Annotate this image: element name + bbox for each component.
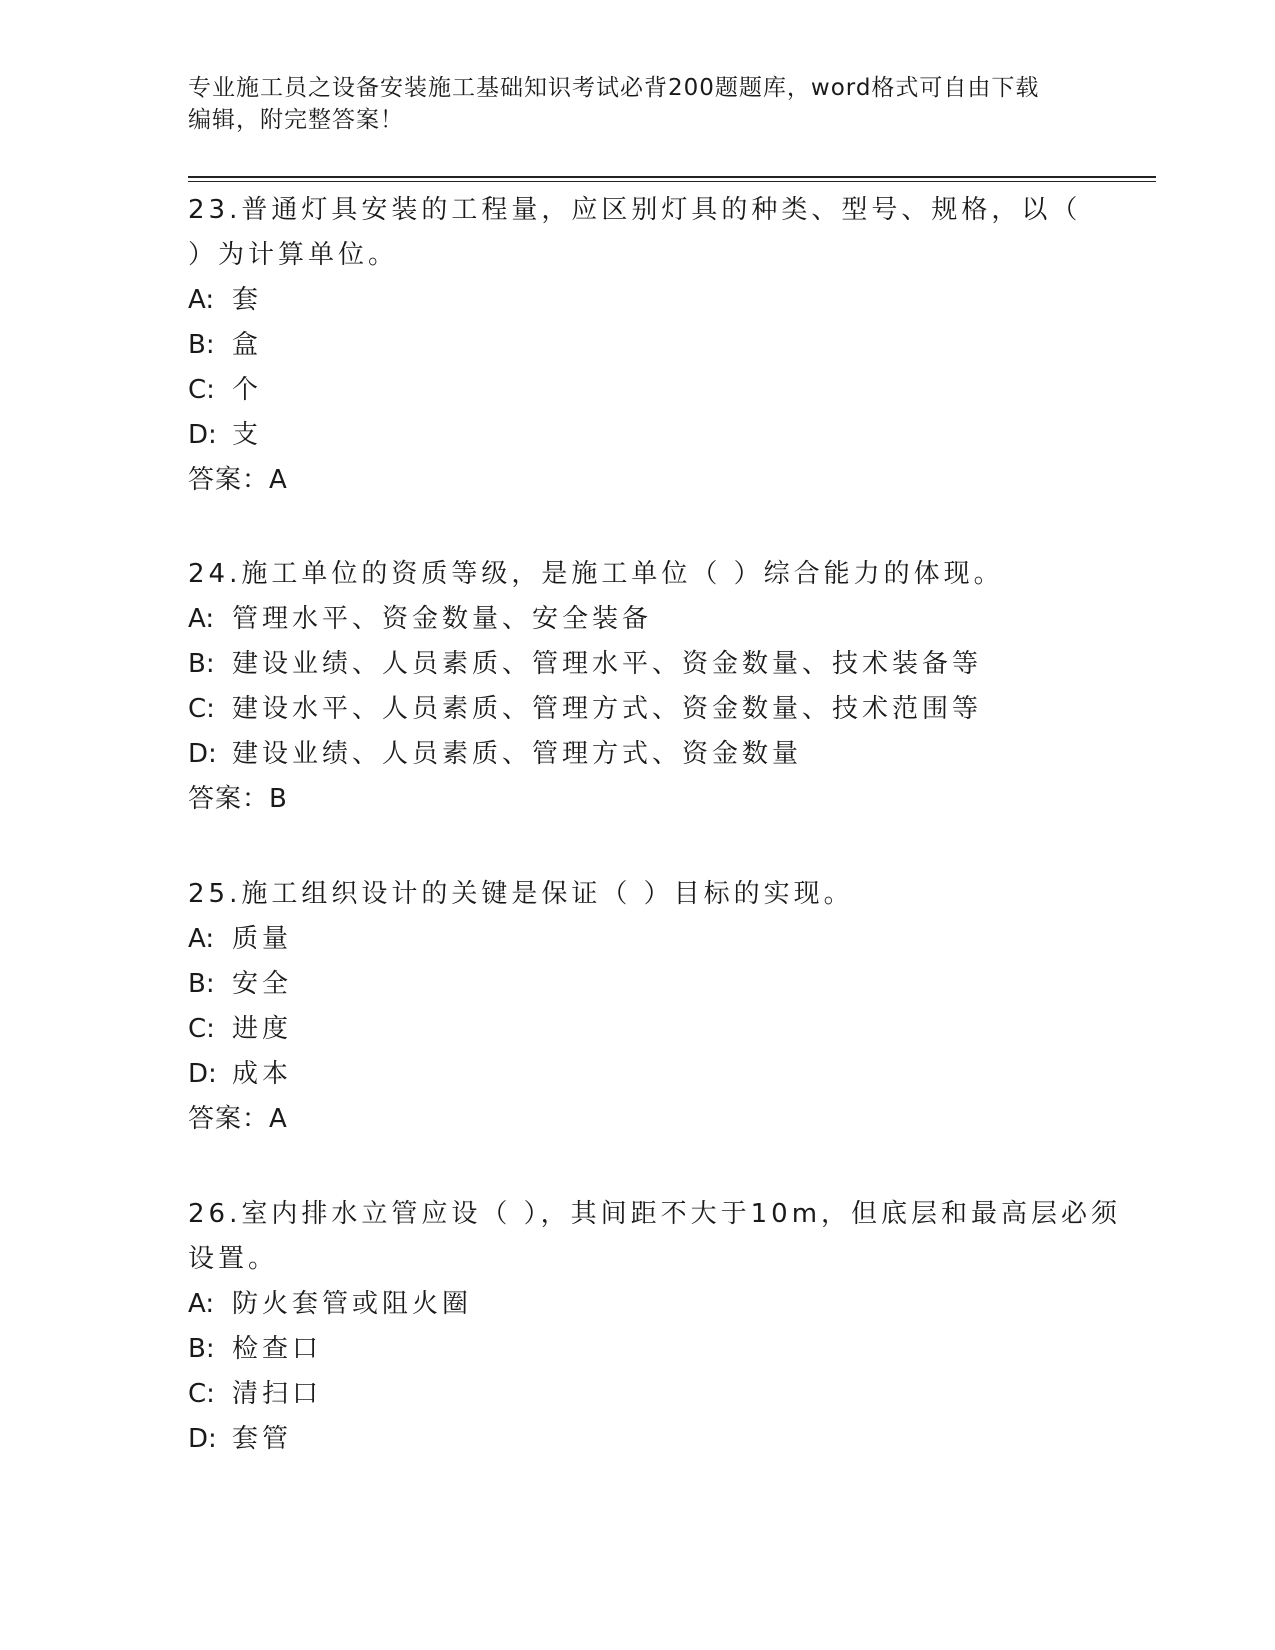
option-letter: D: [188, 420, 217, 450]
header-divider-thick [188, 176, 1156, 178]
option-text: 清扫口 [232, 1379, 323, 1409]
option-c [188, 1372, 1088, 1417]
option-letter: A: [188, 604, 215, 634]
question-23 [188, 188, 1088, 503]
option-text: 管理水平、资金数量、安全装备 [232, 604, 653, 634]
question-26 [188, 1192, 1122, 1462]
question-25 [188, 872, 1088, 1142]
question-stem-line: ）为计算单位。 [188, 240, 399, 270]
option-text: 进度 [232, 1014, 293, 1044]
option-letter: C: [188, 694, 215, 724]
question-stem-line: 23.普通灯具安装的工程量，应区别灯具的种类、型号、规格，以（ [188, 195, 1082, 225]
option-c [188, 687, 1088, 732]
option-c [188, 1007, 1088, 1052]
option-a [188, 278, 1088, 323]
option-text: 支 [232, 420, 263, 450]
question-stem-line: 25.施工组织设计的关键是保证（ ）目标的实现。 [188, 879, 854, 909]
option-d [188, 413, 1088, 458]
option-b [188, 1327, 1088, 1372]
option-letter: A: [188, 924, 215, 954]
option-a [188, 1282, 1088, 1327]
option-text: 防火套管或阻火圈 [232, 1289, 473, 1319]
option-letter: C: [188, 1379, 215, 1409]
option-text: 个 [232, 375, 263, 405]
answer-line: 答案：B [188, 784, 288, 814]
option-text: 建设业绩、人员素质、管理方式、资金数量 [232, 739, 803, 769]
option-text: 安全 [232, 969, 293, 999]
option-d [188, 732, 1088, 777]
option-letter: B: [188, 649, 215, 679]
option-letter: B: [188, 1334, 215, 1364]
answer-line: 答案：A [188, 1104, 288, 1134]
option-d [188, 1052, 1088, 1097]
option-letter: B: [188, 330, 215, 360]
option-b [188, 962, 1088, 1007]
answer-line: 答案：A [188, 465, 288, 495]
option-letter: D: [188, 1059, 217, 1089]
option-text: 成本 [232, 1059, 293, 1089]
option-c [188, 368, 1088, 413]
document-header [188, 72, 1088, 136]
option-b [188, 642, 1088, 687]
option-letter: A: [188, 1289, 215, 1319]
option-a [188, 597, 1088, 642]
option-d [188, 1417, 1088, 1462]
option-letter: C: [188, 1014, 215, 1044]
question-stem-line: 24.施工单位的资质等级，是施工单位（ ）综合能力的体现。 [188, 559, 1004, 589]
option-a [188, 917, 1088, 962]
question-stem-line: 设置。 [188, 1244, 279, 1274]
option-letter: C: [188, 375, 215, 405]
header-divider-thin [188, 181, 1156, 182]
option-text: 质量 [232, 924, 293, 954]
option-letter: B: [188, 969, 215, 999]
option-text: 套管 [232, 1424, 293, 1454]
header-title-line-2: 编辑，附完整答案！ [188, 107, 404, 133]
option-text: 建设水平、人员素质、管理方式、资金数量、技术范围等 [232, 694, 983, 724]
option-text: 套 [232, 285, 263, 315]
question-stem-line: 26.室内排水立管应设（ ），其间距不大于10m，但底层和最高层必须 [188, 1199, 1122, 1229]
option-letter: A: [188, 285, 215, 315]
question-24 [188, 552, 1088, 822]
header-title-line-1: 专业施工员之设备安装施工基础知识考试必背200题题库，word格式可自由下载 [188, 75, 1040, 101]
option-text: 建设业绩、人员素质、管理水平、资金数量、技术装备等 [232, 649, 983, 679]
option-text: 检查口 [232, 1334, 323, 1364]
option-letter: D: [188, 739, 217, 769]
option-b [188, 323, 1088, 368]
option-text: 盒 [232, 330, 263, 360]
option-letter: D: [188, 1424, 217, 1454]
